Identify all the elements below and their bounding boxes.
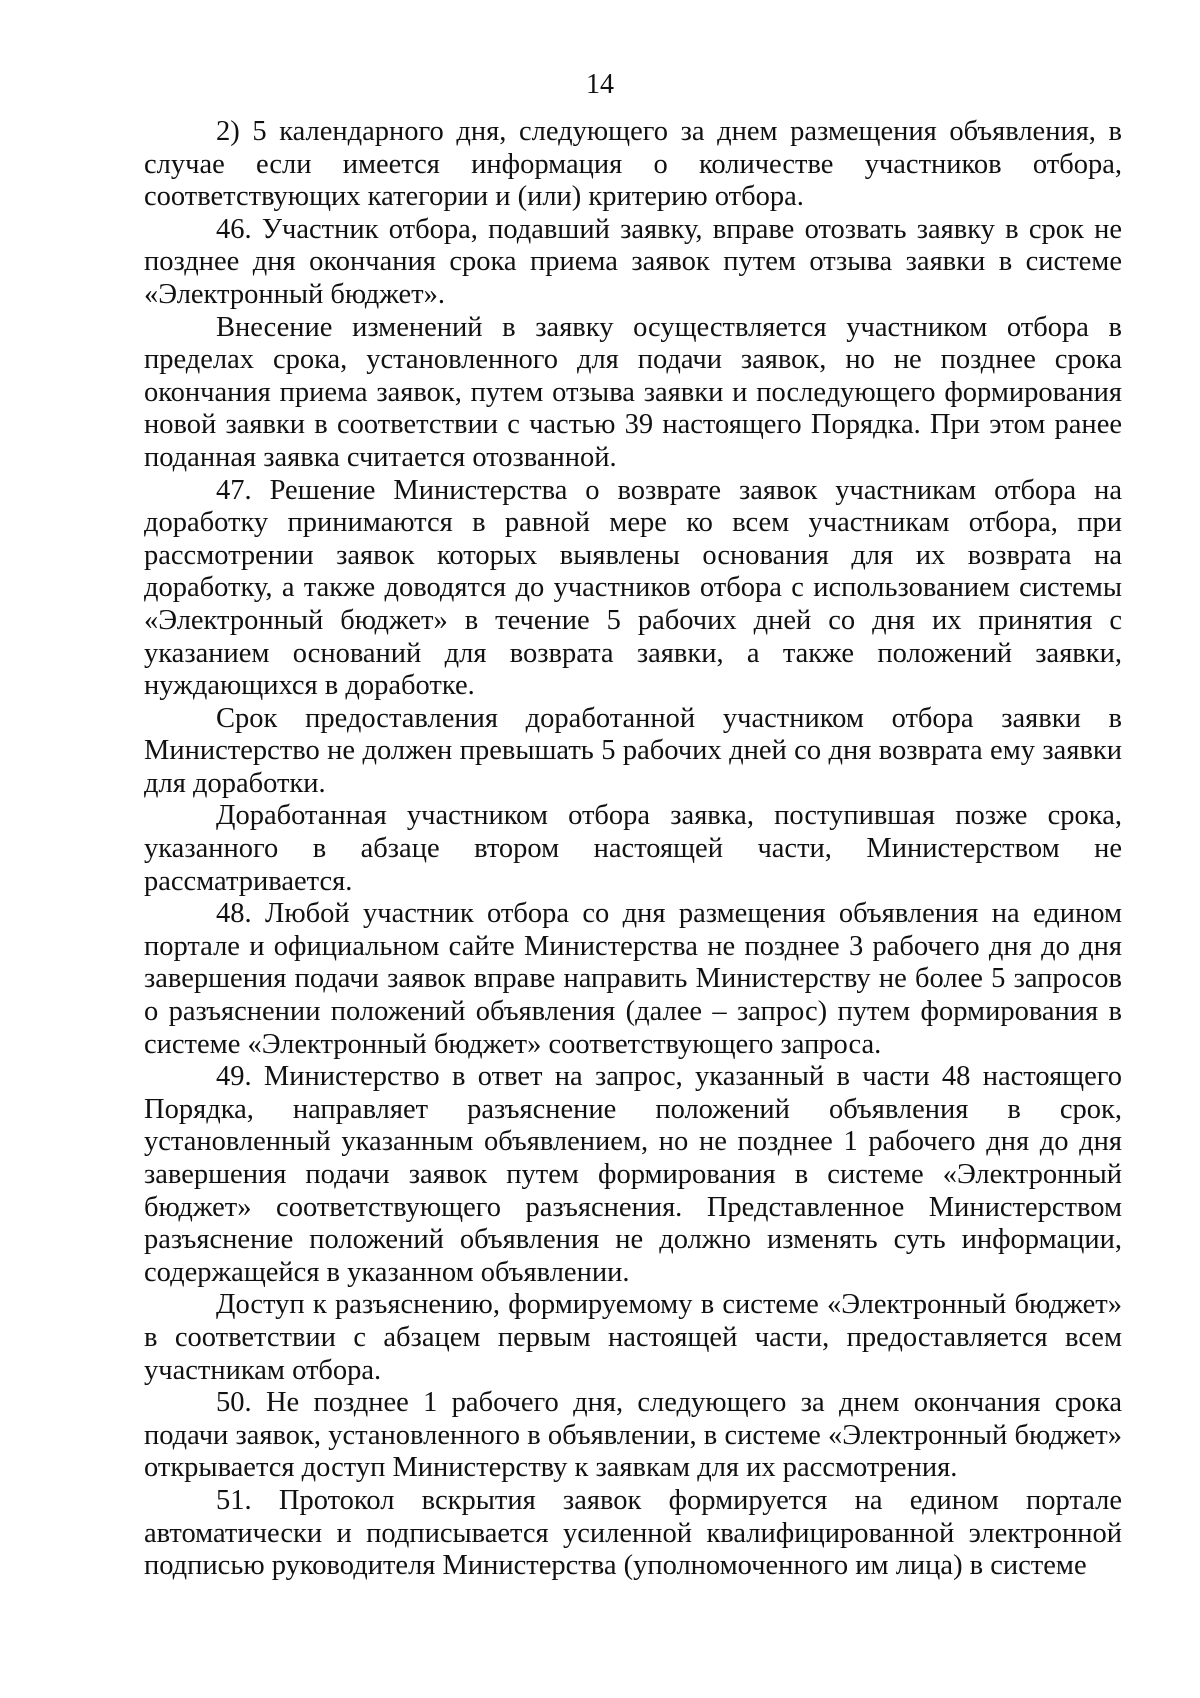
paragraph-late-revision: Доработанная участником отбора заявка, поступившая позже срока, указанного в абзаце втором настоящей части, Министерством не рассматривается. (144, 800, 1122, 897)
paragraph-section-47: 47. Решение Министерства о возврате заявок участникам отбора на доработку принимаются в равной мере ко всем участникам отбора, при рассмотрении заявок которых выявлены основания для их возврата на доработку, а также доводятся до участников отбора с использованием системы «Электронный бюджет» в течение 5 рабочих дней со дня их принятия с указанием оснований для возврата заявки, а также положений заявки, нуждающихся в доработке. (144, 474, 1122, 702)
page-number: 14 (586, 69, 614, 100)
paragraph-clarification-access: Доступ к разъяснению, формируемому в системе «Электронный бюджет» в соответствии с абзацем первым настоящей части, предоставляется всем участникам отбора. (144, 1289, 1122, 1386)
document-body (144, 116, 1122, 1583)
paragraph-section-51: 51. Протокол вскрытия заявок формируется на едином портале автоматически и подписывается усиленной квалифицированной электронной подписью руководителя Министерства (уполномоченного им лица) в системе (144, 1484, 1122, 1582)
paragraph-item-2-deadline: 2) 5 календарного дня, следующего за днем размещения объявления, в случае если имеется информация о количестве участников отбора, соответствующих категории и (или) критерию отбора. (144, 116, 1122, 213)
paragraph-section-46: 46. Участник отбора, подавший заявку, вправе отозвать заявку в срок не позднее дня окончания срока приема заявок путем отзыва заявки в системе «Электронный бюджет». (144, 213, 1122, 310)
paragraph-section-50: 50. Не позднее 1 рабочего дня, следующего за днем окончания срока подачи заявок, установленного в объявлении, в системе «Электронный бюджет» открывается доступ Министерству к заявкам для их рассмотрения. (144, 1387, 1122, 1484)
paragraph-application-changes: Внесение изменений в заявку осуществляется участником отбора в пределах срока, установленного для подачи заявок, но не позднее срока окончания приема заявок, путем отзыва заявки и последующего формирования новой заявки в соответствии с частью 39 настоящего Порядка. При этом ранее поданная заявка считается отозванной. (144, 311, 1122, 473)
paragraph-section-49: 49. Министерство в ответ на запрос, указанный в части 48 настоящего Порядка, направляет разъяснение положений объявления в срок, установленный указанным объявлением, но не позднее 1 рабочего дня до дня завершения подачи заявок путем формирования в системе «Электронный бюджет» соответствующего разъяснения. Представленное Министерством разъяснение положений объявления не должно изменять суть информации, содержащейся в указанном объявлении. (144, 1061, 1122, 1288)
paragraph-section-48: 48. Любой участник отбора со дня размещения объявления на едином портале и официальном сайте Министерства не позднее 3 рабочего дня до дня завершения подачи заявок вправе направить Министерству не более 5 запросов о разъяснении положений объявления (далее – запрос) путем формирования в системе «Электронный бюджет» соответствующего запроса. (144, 898, 1122, 1060)
paragraph-revision-term: Срок предоставления доработанной участником отбора заявки в Министерство не должен превышать 5 рабочих дней со дня возврата ему заявки для доработки. (144, 702, 1122, 799)
